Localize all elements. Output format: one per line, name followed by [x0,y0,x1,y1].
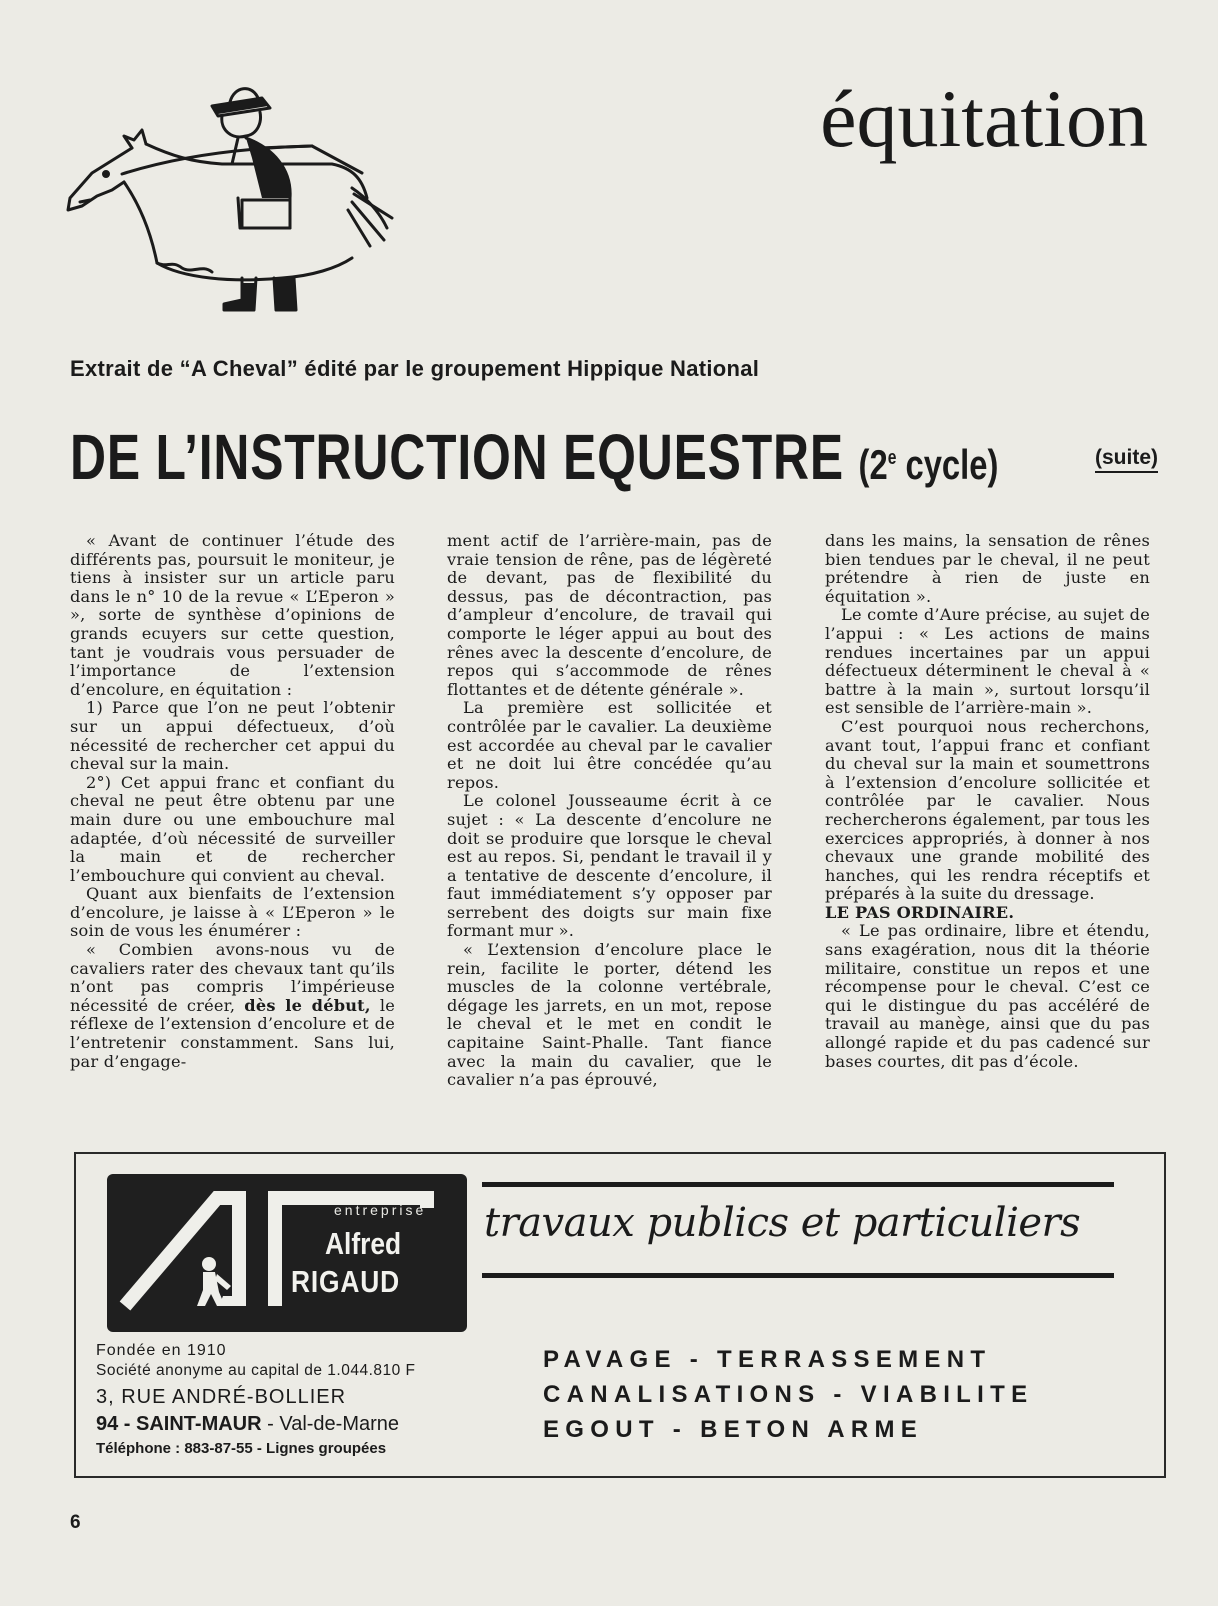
section-title: équitation [820,73,1148,164]
headline-cycle [859,441,999,488]
paragraph: 2°) Cet appui franc et confiant du cheval ne peut être obtenu par une main dure ou une embouchure mal adaptée, d’où nécessité de surveiller la main et de rechercher l’embouchure qui convient au cheval. [70,772,395,885]
paragraph: ment actif de l’arrière-main, pas de vraie tension de rêne, pas de légèreté de devant, pas de flexibilité du dessus, pas de décontraction, pas d’ampleur d’encolure, de travail qui comporte le léger appui au bout des rênes avec la descente d’encolure, de repos qui s’accommode de rênes flottantes et de détente générale ». [447,531,772,699]
service-line: PAVAGE - TERRASSEMENT [543,1346,992,1373]
paragraph: Le colonel Jousseaume écrit à ce sujet : « La descente d’encolure ne doit se produire que lorsque le cheval est au repos. Si, pendant le travail il y a tentative de descente d’encolure, il faut immédiatement s’y opposer par serrebent des doigts sur main fixe formant mur ». [447,791,772,941]
city-region: - Val-de-Marne [261,1413,400,1435]
service-line: EGOUT - BETON ARME [543,1416,924,1443]
headline-main: DE L’INSTRUCTION EQUESTRE [70,421,844,493]
service-line: CANALISATIONS - VIABILITE [543,1381,1034,1408]
street-address: 3, RUE ANDRÉ-BOLLIER [96,1386,347,1408]
cycle-superscript: e [887,447,897,469]
cycle-open: (2 [858,441,888,488]
paragraph: Quant aux bienfaits de l’extension d’encolure, je laisse à « L’Eperon » le soin de vous les énumérer : [70,884,395,941]
text-run: « Combien avons-nous vu de cavaliers rater des chevaux tant qu’ils n’ont pas compris l’impérieuse nécessité de créer, [70,940,395,1015]
subheading: LE PAS ORDINAIRE. [825,902,1015,922]
logo-a-mark-icon [107,1174,467,1332]
headline-suite: (suite) [1095,446,1158,473]
article-column-3 [825,532,1150,1071]
page-number: 6 [70,1512,81,1533]
bold-text: dès le début, [244,995,371,1015]
logo-alfred: Alfred [325,1226,402,1261]
article-column-2 [447,532,772,1090]
cycle-close: cycle) [896,441,999,488]
article-headline [70,420,998,494]
paragraph: La première est sollicitée et contrôlée par le cavalier. La deuxième est accordée au cheval par le cavalier et ne doit lui être concédée qu’au repos. [447,698,772,792]
city-code: 94 - SAINT-MAUR [96,1413,262,1435]
divider-bottom [482,1273,1114,1278]
paragraph: « Avant de continuer l’étude des différents pas, poursuit le moniteur, je tiens à insister sur un article paru dans le n° 10 de la revue « L’Eperon » », sorte de synthèse d’opinions de grands ecuyers sur cette question, tant je voudrais vous persuader de l’importance de l’extension d’encolure, en équitation : [70,531,395,699]
company-details [96,1342,416,1457]
extract-line: Extrait de “A Cheval” édité par le groupement Hippique National [70,356,760,381]
city-line [96,1413,416,1436]
paragraph [70,941,395,1071]
text-run: le réflexe de l’extension d’encolure et de l’entretenir constamment. Sans lui, par d’engage- [70,995,395,1071]
logo-entreprise: entreprise [334,1202,427,1218]
paragraph: « L’extension d’encolure place le rein, facilite le porter, détend les muscles de la colonne vertébrale, dégage les jarrets, en un mot, repose le cheval et le met en condit le capitaine Saint-Phalle. Tant fiance avec la main du cavalier, que le cavalier n’a pas éprouvé, [447,940,772,1090]
paragraph: Le comte d’Aure précise, au sujet de l’appui : « Les actions de mains rendues incertaines par un appui défectueux déterminent le cheval à « battre à la main », surtout lorsqu’il est sensible de l’arrière-main ». [825,605,1150,718]
capital-line: Société anonyme au capital de 1.044.810 F [96,1362,416,1379]
company-logo [107,1174,467,1332]
services-list [543,1342,1033,1447]
ad-tagline: travaux publics et particuliers [484,1200,1081,1246]
founded-line: Fondée en 1910 [96,1342,227,1359]
divider-top [482,1182,1114,1187]
logo-rigaud: RIGAUD [291,1264,401,1299]
article-column-1 [70,532,395,1071]
phone-line: Téléphone : 883-87-55 - Lignes groupées [96,1440,387,1457]
paragraph: C’est pourquoi nous recherchons, avant tout, l’appui franc et confiant du cheval sur la main et soumettrons à l’extension d’encolure sollicitée et contrôlée par le cavalier. Nous rechercherons également, par tous les exercices appropriés, à donner à nos chevaux une grande mobilité des hanches, qui les rendra réceptifs et préparés à la suite du dressage. [825,716,1150,904]
horse-rider-illustration [62,78,407,328]
paragraph: dans les mains, la sensation de rênes bien tendues par le cheval, il ne peut prétendre à rien de juste en équitation ». [825,531,1150,606]
paragraph: 1) Parce que l’on ne peut l’obtenir sur un appui défectueux, d’où nécessité de rechercher cet appui du cheval sur la main. [70,698,395,774]
paragraph: « Le pas ordinaire, libre et étendu, sans exagération, nous dit la théorie militaire, constitue un repos et une récompense pour le cheval. C’est ce qui le distingue du pas accéléré de travail au manège, ainsi que du pas allongé rapide et du pas cadencé sur bases courtes, dit pas d’école. [825,921,1150,1071]
